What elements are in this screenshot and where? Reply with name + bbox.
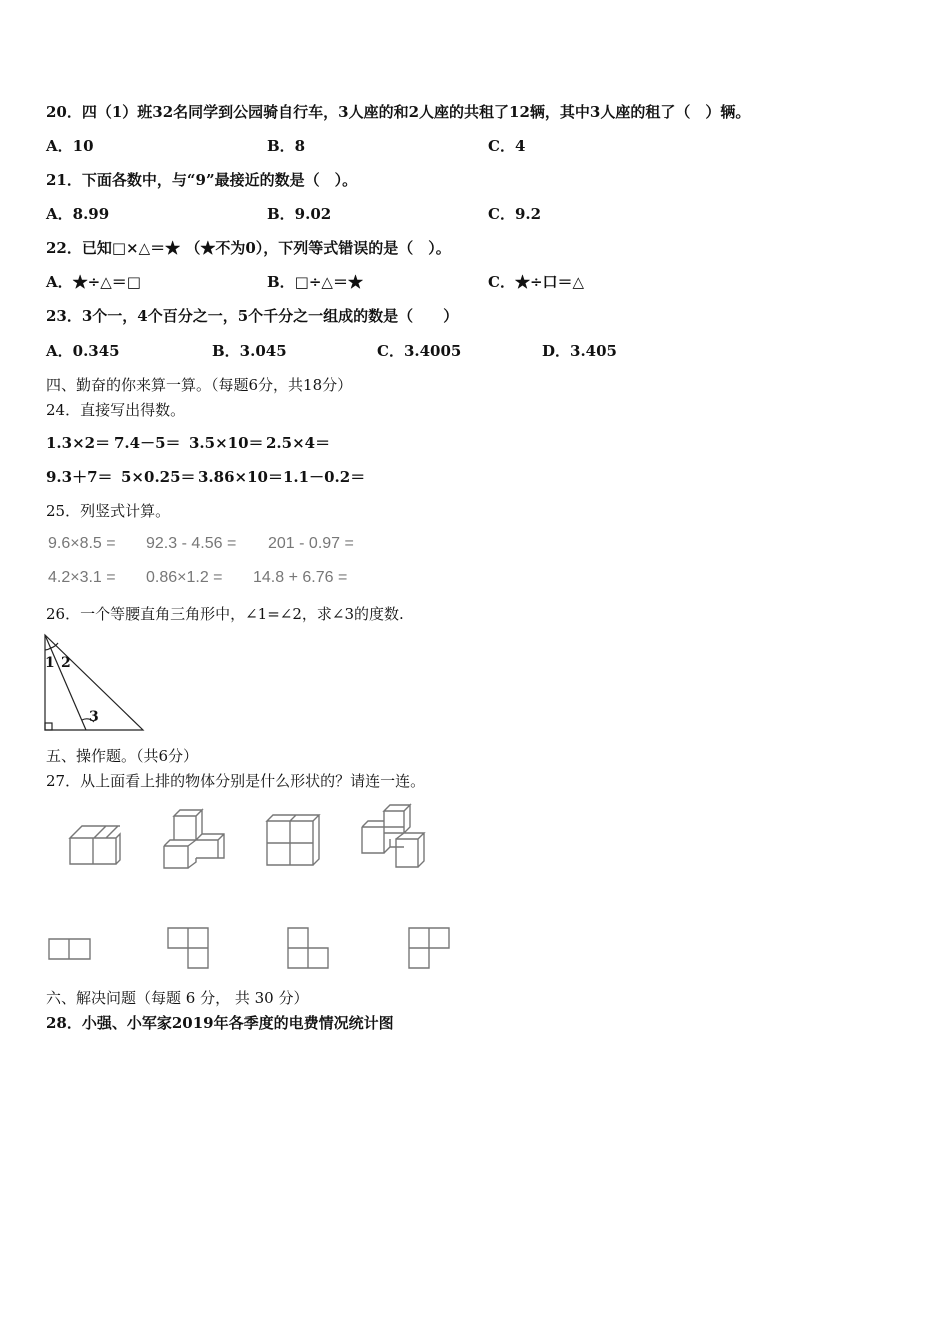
cube-group-2[interactable] bbox=[162, 808, 226, 870]
q24-item: 3.86×10＝ bbox=[198, 468, 283, 486]
question-24: 24．直接写出得数。 bbox=[46, 401, 186, 419]
angle-label-1: 1 bbox=[45, 655, 55, 671]
q21-option-b[interactable]: B．9.02 bbox=[267, 205, 332, 223]
q20-option-b[interactable]: B．8 bbox=[267, 137, 306, 155]
q22-option-c[interactable]: C．★÷口＝△ bbox=[488, 273, 585, 291]
angle-arc bbox=[45, 648, 51, 650]
angle-label-2: 2 bbox=[61, 655, 71, 671]
q24-item: 5×0.25＝ bbox=[121, 468, 196, 486]
cube-group-1[interactable] bbox=[68, 824, 124, 866]
q25-item: 9.6×8.5 = bbox=[48, 535, 116, 552]
section-6-title: 六、解决问题（每题 6 分， 共 30 分） bbox=[46, 989, 309, 1007]
triangle-inner-line bbox=[45, 635, 86, 730]
top-view-shape-1[interactable] bbox=[48, 938, 92, 960]
q23-option-d[interactable]: D．3.405 bbox=[542, 342, 617, 360]
q25-item: 14.8 + 6.76 = bbox=[253, 569, 348, 586]
q21-option-c[interactable]: C．9.2 bbox=[488, 205, 542, 223]
top-view-shape-3[interactable] bbox=[287, 927, 331, 971]
q23-option-c[interactable]: C．3.4005 bbox=[377, 342, 462, 360]
q24-item: 1.3×2＝ bbox=[46, 434, 111, 452]
cube-group-3[interactable] bbox=[263, 813, 321, 867]
q24-item: 7.4－5＝ bbox=[114, 434, 181, 452]
question-25: 25．列竖式计算。 bbox=[46, 502, 171, 520]
q22-option-a[interactable]: A．★÷△＝□ bbox=[46, 273, 141, 291]
q22-option-b[interactable]: B．□÷△＝★ bbox=[267, 273, 363, 291]
question-27: 27．从上面看上排的物体分别是什么形状的？请连一连。 bbox=[46, 772, 426, 790]
q24-item: 3.5×10＝ bbox=[189, 434, 264, 452]
q24-item: 2.5×4＝ bbox=[266, 434, 331, 452]
section-5-title: 五、操作题。（共6分） bbox=[46, 747, 199, 765]
question-20: 20．四（1）班32名同学到公园骑自行车，3人座的和2人座的共租了12辆，其中3人座的租了（ ）辆。 bbox=[46, 103, 751, 121]
q25-item: 0.86×1.2 = bbox=[146, 569, 223, 586]
top-view-shape-4[interactable] bbox=[408, 927, 452, 971]
cube-group-4[interactable] bbox=[360, 803, 424, 869]
question-26: 26．一个等腰直角三角形中，∠1=∠2，求∠3的度数. bbox=[46, 605, 404, 623]
q23-option-a[interactable]: A．0.345 bbox=[46, 342, 120, 360]
question-23: 23．3个一，4个百分之一，5个千分之一组成的数是（ ） bbox=[46, 307, 459, 325]
angle-label-3: 3 bbox=[89, 709, 99, 725]
section-4-title: 四、勤奋的你来算一算。（每题6分，共18分） bbox=[46, 376, 353, 394]
right-angle-mark bbox=[45, 723, 52, 730]
q24-item: 1.1－0.2＝ bbox=[283, 468, 366, 486]
q20-option-a[interactable]: A．10 bbox=[46, 137, 94, 155]
question-22: 22．已知□×△＝★ （★不为0），下列等式错误的是（ ）。 bbox=[46, 239, 451, 257]
q20-option-c[interactable]: C．4 bbox=[488, 137, 526, 155]
question-21: 21．下面各数中，与“9”最接近的数是（ ）。 bbox=[46, 171, 358, 189]
q23-option-b[interactable]: B．3.045 bbox=[212, 342, 287, 360]
q24-item: 9.3＋7＝ bbox=[46, 468, 113, 486]
q25-item: 201 - 0.97 = bbox=[268, 535, 354, 552]
question-28: 28．小强、小军家2019年各季度的电费情况统计图 bbox=[46, 1014, 394, 1032]
q25-item: 4.2×3.1 = bbox=[48, 569, 116, 586]
top-view-shape-2[interactable] bbox=[167, 927, 211, 971]
q21-option-a[interactable]: A．8.99 bbox=[46, 205, 110, 223]
q25-item: 92.3 - 4.56 = bbox=[146, 535, 237, 552]
